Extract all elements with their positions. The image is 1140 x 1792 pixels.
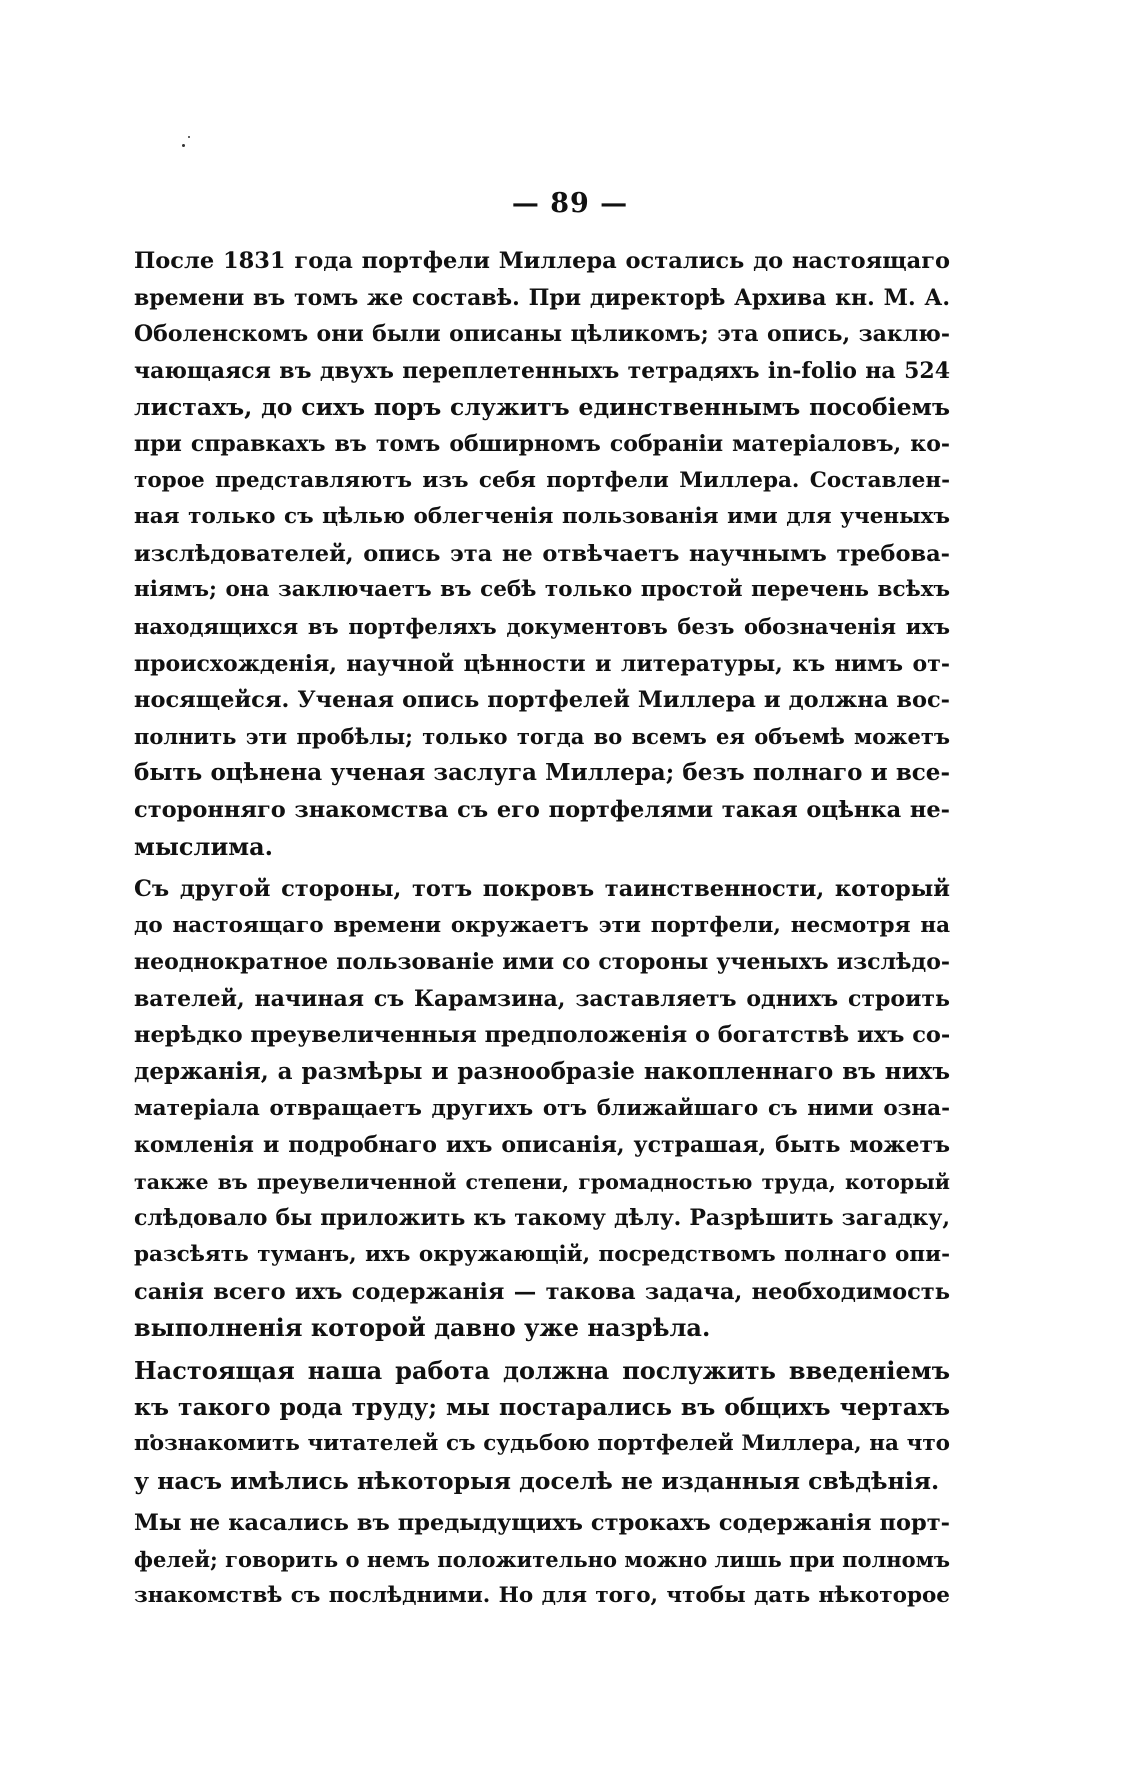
text-line: фелей; говорить о немъ положительно можно лишь при полномъ bbox=[134, 1546, 950, 1572]
text-line: торое представляютъ изъ себя портфели Миллера. Составлен- bbox=[134, 467, 950, 493]
text-line: находящихся въ портфеляхъ документовъ безъ обозначенія ихъ bbox=[134, 613, 950, 639]
text-line: полнить эти пробѣлы; только тогда во всемъ ея объемѣ можетъ bbox=[134, 723, 950, 749]
text-line: къ такого рода труду; мы постарались въ общихъ чертахъ bbox=[134, 1393, 950, 1422]
text-line: ная только съ цѣлью облегченія пользованія ими для ученыхъ bbox=[134, 504, 950, 530]
text-line: знакомствѣ съ послѣдними. Но для того, чтобы дать нѣкоторое bbox=[134, 1583, 950, 1609]
text-line: Настоящая наша работа должна послужить введеніемъ bbox=[134, 1355, 950, 1385]
paragraph-2 bbox=[134, 871, 950, 1347]
text-line: носящейся. Ученая опись портфелей Миллера и должна вос- bbox=[134, 687, 950, 714]
text-line: у насъ имѣлись нѣкоторыя доселѣ не изданныя свѣдѣнія. bbox=[134, 1466, 940, 1495]
text-line: ніямъ; она заключаетъ въ себѣ только простой перечень всѣхъ bbox=[134, 577, 950, 603]
paragraph-3 bbox=[134, 1353, 950, 1499]
text-line: разсѣять туманъ, ихъ окружающій, посредствомъ полнаго опи- bbox=[134, 1242, 950, 1268]
text-line: листахъ, до сихъ поръ служитъ единственнымъ пособіемъ bbox=[134, 393, 950, 422]
text-line: неоднократное пользованіе ими со стороны ученыхъ изслѣдо- bbox=[134, 949, 950, 976]
text-line: слѣдовало бы приложить къ такому дѣлу. Разрѣшить загадку, bbox=[134, 1205, 950, 1232]
text-line: происхожденія, научной цѣнности и литературы, къ нимъ от- bbox=[134, 650, 950, 677]
text-line: также въ преувеличенной степени, громадностью труда, который bbox=[134, 1169, 950, 1194]
body-text bbox=[134, 243, 950, 1615]
text-line: познакомить читателей съ судьбою портфелей Миллера, на что bbox=[134, 1431, 950, 1456]
text-line: Мы не касались въ предыдущихъ строкахъ содержанія порт- bbox=[134, 1510, 950, 1537]
paragraph-1 bbox=[134, 243, 950, 865]
text-line: при справкахъ въ томъ обширномъ собраніи матеріаловъ, ко- bbox=[134, 430, 950, 457]
text-line: сторонняго знакомства съ его портфелями такая оцѣнка не- bbox=[134, 796, 950, 823]
text-line: быть оцѣнена ученая заслуга Миллера; безъ полнаго и все- bbox=[134, 759, 950, 787]
text-line: нерѣдко преувеличенныя предположенія о богатствѣ ихъ со- bbox=[134, 1022, 950, 1049]
page-number: — 89 — bbox=[511, 188, 629, 219]
paragraph-4 bbox=[134, 1505, 950, 1615]
text-line: После 1831 года портфели Миллера остались до настоящаго bbox=[134, 248, 950, 274]
print-speck bbox=[188, 136, 190, 138]
text-line: Съ другой стороны, тотъ покровъ таинственности, который bbox=[134, 876, 950, 903]
text-line: мыслима. bbox=[134, 831, 273, 861]
text-line: чающаяся въ двухъ переплетенныхъ тетрадяхъ in-folio на 524 bbox=[134, 357, 950, 384]
print-speck bbox=[182, 144, 185, 147]
text-line: выполненія которой давно уже назрѣла. bbox=[134, 1313, 711, 1343]
text-line: времени въ томъ же составѣ. При директорѣ Архива кн. М. А. bbox=[134, 284, 950, 311]
text-line: держанія, а размѣры и разнообразіе накопленнаго въ нихъ bbox=[134, 1058, 950, 1086]
text-line: матеріала отвращаетъ другихъ отъ ближайшаго съ ними озна- bbox=[134, 1095, 950, 1121]
text-line: санія всего ихъ содержанія — такова задача, необходимость bbox=[134, 1278, 950, 1305]
text-line: Оболенскомъ они были описаны цѣликомъ; эта опись, заклю- bbox=[134, 321, 950, 348]
text-line: вателей, начиная съ Карамзина, заставляетъ однихъ строить bbox=[134, 985, 950, 1012]
text-line: до настоящаго времени окружаетъ эти портфели, несмотря на bbox=[134, 912, 950, 938]
text-line: изслѣдователей, опись эта не отвѣчаетъ научнымъ требова- bbox=[134, 540, 950, 567]
text-line: комленія и подробнаго ихъ описанія, устрашая, быть можетъ bbox=[134, 1132, 950, 1159]
